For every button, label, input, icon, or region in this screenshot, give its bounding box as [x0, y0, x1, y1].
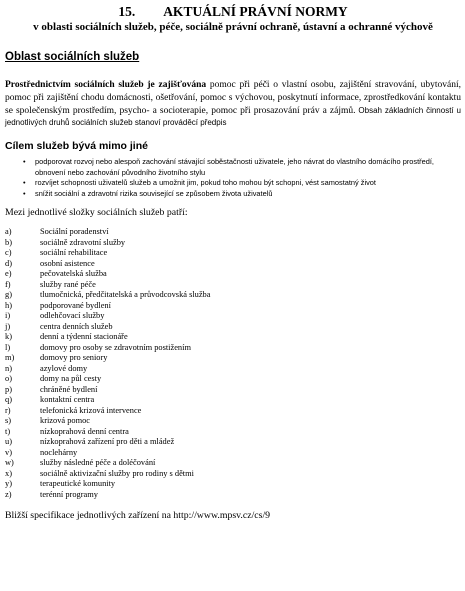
service-text: odlehčovací služby: [40, 311, 105, 321]
service-letter: x): [5, 468, 12, 478]
service-item: [5, 269, 461, 280]
service-text: sociálně aktivizační služby pro rodiny s dětmi: [40, 468, 194, 478]
service-text: osobní asistence: [40, 258, 95, 268]
goal-text: rozvíjet schopnosti uživatelů služeb a umožnit jim, pokud toho mohou být schopni, vést samostatný život: [35, 178, 376, 188]
goal-item: [23, 189, 461, 200]
service-letter: m): [5, 353, 15, 363]
service-letter: d): [5, 258, 12, 268]
service-item: [5, 458, 461, 469]
service-text: noclehárny: [40, 447, 78, 457]
paragraph-note: Obsah základních činností u jednotlivých druhů sociálních služeb stanoví prováděcí předpis: [5, 105, 461, 128]
service-item: [5, 490, 461, 501]
bullet-icon: •: [23, 157, 26, 167]
section-heading: Oblast sociálních služeb: [5, 51, 140, 63]
service-letter: p): [5, 384, 12, 394]
paragraph-lead: Prostřednictvím sociálních služeb je zajišťována: [5, 80, 207, 90]
service-item: [5, 259, 461, 270]
service-letter: t): [5, 426, 11, 436]
goals-heading: Cílem služeb bývá mimo jiné: [5, 140, 148, 153]
service-letter: s): [5, 416, 12, 426]
service-text: denní a týdenní stacionáře: [40, 332, 128, 342]
service-letter: o): [5, 374, 12, 384]
service-item: [5, 322, 461, 333]
service-text: nízkoprahová zařízení pro děti a mládež: [40, 437, 175, 447]
service-text: kontaktní centra: [40, 395, 95, 405]
service-item: [5, 238, 461, 249]
service-letter: z): [5, 489, 12, 499]
service-text: telefonická krizová intervence: [40, 405, 142, 415]
service-item: [5, 395, 461, 406]
service-item: [5, 353, 461, 364]
service-text: terénní programy: [40, 489, 98, 499]
service-item: [5, 469, 461, 480]
service-item: [5, 280, 461, 291]
service-item: [5, 427, 461, 438]
service-letter: q): [5, 395, 12, 405]
service-text: služby následné péče a doléčování: [40, 458, 156, 468]
service-letter: n): [5, 363, 12, 373]
bullet-icon: •: [23, 178, 26, 188]
service-item: [5, 416, 461, 427]
service-text: domovy pro seniory: [40, 353, 108, 363]
service-text: domovy pro osoby se zdravotním postižením: [40, 342, 191, 352]
service-item: [5, 332, 461, 343]
title-text: AKTUÁLNÍ PRÁVNÍ NORMY: [163, 4, 348, 19]
title-number: 15.: [118, 4, 136, 19]
service-item: [5, 385, 461, 396]
service-text: chráněné bydlení: [40, 384, 98, 394]
goals-list: [5, 157, 461, 199]
service-item: [5, 364, 461, 375]
list-intro: Mezi jednotlivé složky sociálních služeb patří:: [5, 207, 188, 219]
service-letter: w): [5, 458, 14, 468]
goal-item: [23, 178, 461, 189]
service-letter: k): [5, 332, 12, 342]
service-letter: e): [5, 269, 12, 279]
service-item: [5, 406, 461, 417]
section-paragraph: [5, 79, 461, 130]
page-subtitle: v oblasti sociálních služeb, péče, sociálně právní ochraně, ústavní a ochranné výchově: [33, 21, 433, 33]
service-text: služby rané péče: [40, 279, 96, 289]
service-item: [5, 448, 461, 459]
service-item: [5, 290, 461, 301]
service-text: pečovatelská služba: [40, 269, 107, 279]
service-letter: i): [5, 311, 11, 321]
service-letter: h): [5, 300, 12, 310]
service-item: [5, 343, 461, 354]
service-item: [5, 374, 461, 385]
service-text: domy na půl cesty: [40, 374, 102, 384]
service-text: nízkoprahová denní centra: [40, 426, 129, 436]
page-title: [5, 0, 461, 20]
bullet-icon: •: [23, 188, 26, 198]
service-letter: v): [5, 447, 12, 457]
goal-text: snížit sociální a zdravotní rizika související se způsobem života uživatelů: [35, 188, 273, 198]
paragraph-body: pomoc při péči o vlastní osobu, zajištění stravování, ubytování, pomoc při zajištění chodu domácnosti, ošetřování, pomoc s výchovou, poskytnutí informace, zprostředkování kontaktu se společenským prostředím, psycho- a socioterapie, pomoc při prosazování práv a zájmů.: [5, 80, 462, 116]
service-item: [5, 311, 461, 322]
service-letter: j): [5, 321, 11, 331]
service-letter: u): [5, 437, 12, 447]
service-text: sociálně zdravotní služby: [40, 237, 126, 247]
service-letter: l): [5, 342, 11, 352]
service-letter: c): [5, 248, 12, 258]
service-text: Sociální poradenství: [40, 227, 109, 237]
service-letter: f): [5, 279, 11, 289]
service-text: terapeutické komunity: [40, 479, 116, 489]
goal-item: [23, 157, 461, 178]
service-text: sociální rehabilitace: [40, 248, 108, 258]
service-text: azylové domy: [40, 363, 88, 373]
service-item: [5, 301, 461, 312]
footer-note: Bližší specifikace jednotlivých zařízení na http://www.mpsv.cz/cs/9: [5, 510, 271, 522]
service-letter: a): [5, 227, 12, 237]
service-letter: b): [5, 237, 12, 247]
service-text: krizová pomoc: [40, 416, 91, 426]
service-letter: r): [5, 405, 11, 415]
service-text: tlumočnická, předčitatelská a průvodcovská služba: [40, 290, 211, 300]
service-item: [5, 479, 461, 490]
service-text: podporované bydlení: [40, 300, 111, 310]
service-text: centra denních služeb: [40, 321, 113, 331]
service-letter: y): [5, 479, 12, 489]
service-item: [5, 437, 461, 448]
service-item: [5, 248, 461, 259]
service-item: [5, 227, 461, 238]
services-list: [5, 227, 461, 500]
goal-text: podporovat rozvoj nebo alespoň zachování stávající soběstačnosti uživatele, jeho návrat do vlastního domácího prostředí, obnovení nebo zachování původního životního stylu: [35, 157, 434, 177]
service-letter: g): [5, 290, 12, 300]
